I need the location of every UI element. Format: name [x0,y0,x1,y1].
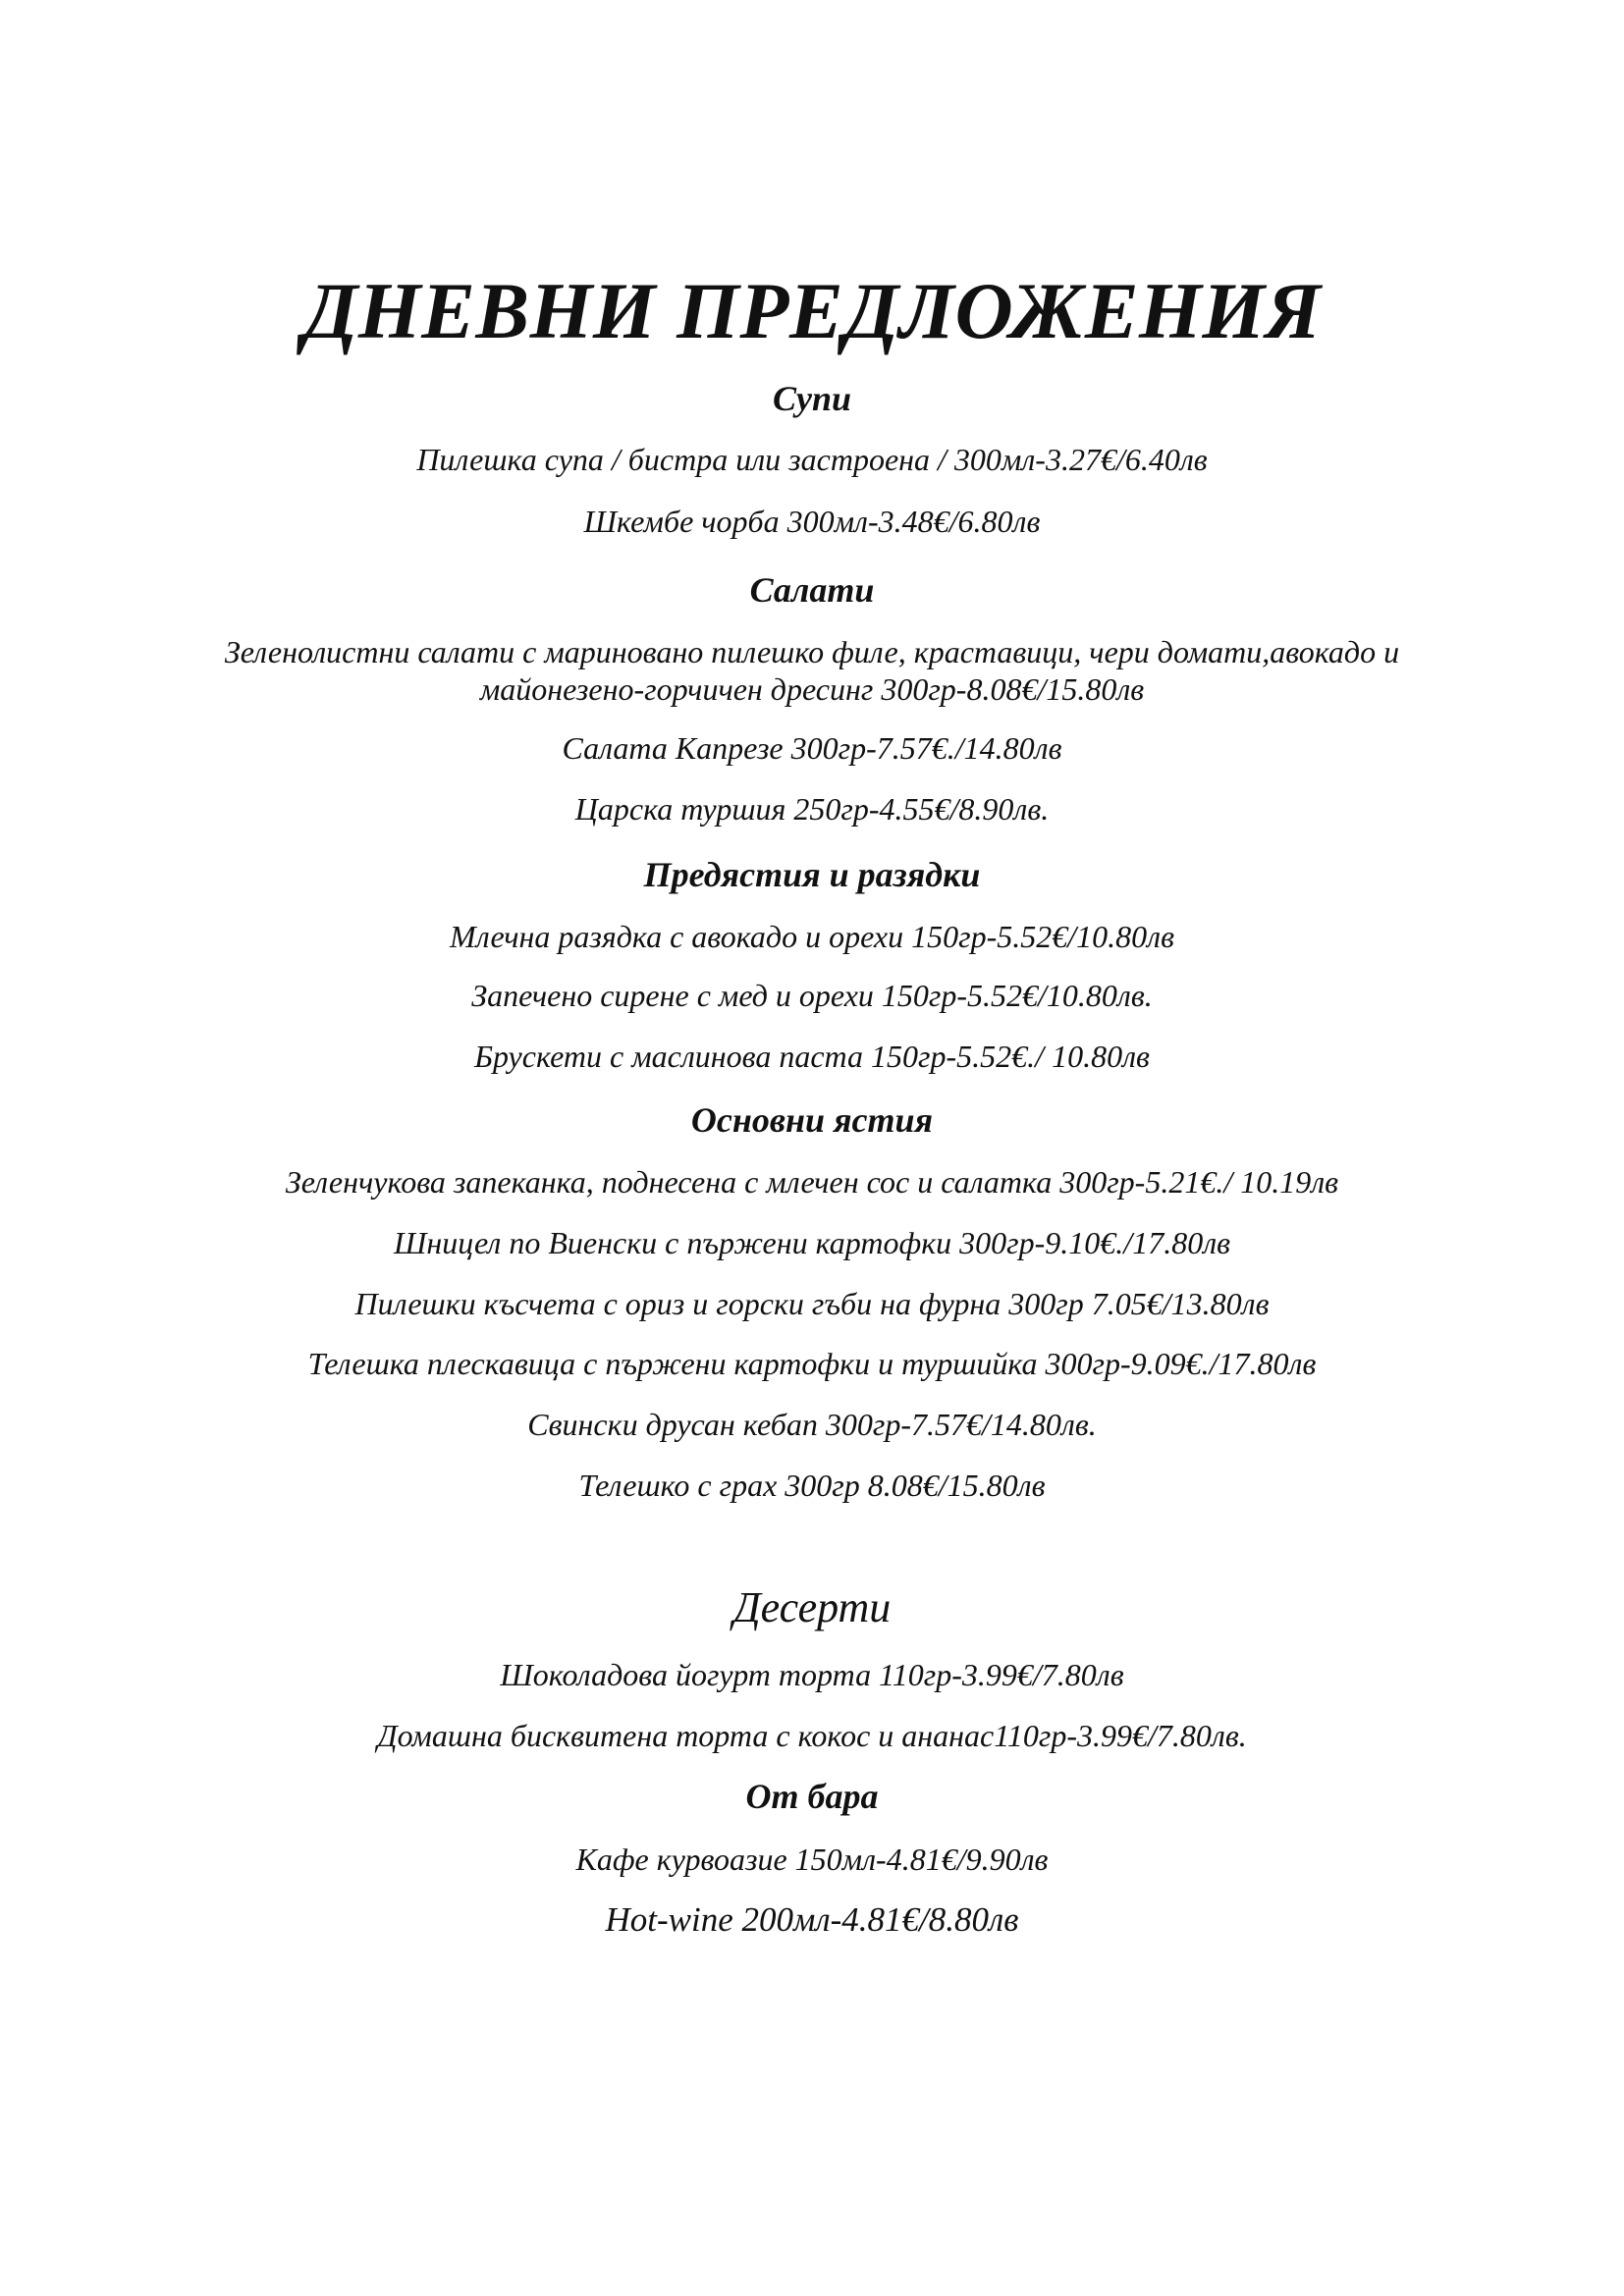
menu-item: Hot-wine 200мл-4.81€/8.80лв [605,1900,1019,1939]
section-heading-salads: Салати [749,570,875,610]
section-heading-desserts: Десерти [732,1583,892,1631]
menu-item: Запечено сирене с мед и орехи 150гр-5.52€/10.80лв. [471,978,1153,1013]
page-title: ДНЕВНИ ПРЕДЛОЖЕНИЯ [302,266,1322,355]
menu-item: Брускети с маслинова паста 150гр-5.52€./ 10.80лв [474,1039,1150,1074]
menu-item: Пилешка супа / бистра или застроена / 300мл-3.27€/6.40лв [416,442,1208,477]
menu-item: майонезено-горчичен дресинг 300гр-8.08€/15.80лв [479,671,1145,707]
menu-item: Зеленолистни салати с мариновано пилешко филе, краставици, чери домати,авокадо и [224,634,1400,669]
menu-item: Кафе курвоазие 150мл-4.81€/9.90лв [575,1842,1049,1877]
menu-item: Телешка плескавица с пържени картофки и туршийка 300гр-9.09€./17.80лв [307,1346,1317,1381]
menu-item: Свински друсан кебап 300гр-7.57€/14.80лв. [527,1407,1097,1442]
section-heading-mains: Основни ястия [690,1100,934,1140]
menu-item: Телешко с грах 300гр 8.08€/15.80лв [578,1468,1046,1503]
menu-item: Шницел по Виенски с пържени картофки 300гр-9.10€./17.80лв [393,1225,1231,1260]
menu-item: Домашна бисквитена торта с кокос и ананас110гр-3.99€/7.80лв. [377,1718,1247,1753]
menu-item: Салата Капрезе 300гр-7.57€./14.80лв [562,730,1062,766]
menu-item: Пилешки късчета с ориз и горски гъби на фурна 300гр 7.05€/13.80лв [354,1286,1270,1321]
menu-item: Царска туршия 250гр-4.55€/8.90лв. [574,791,1050,827]
section-heading-bar: От бара [745,1777,879,1816]
menu-item: Млечна разядка с авокадо и орехи 150гр-5.52€/10.80лв [450,919,1174,954]
section-heading-starters: Предястия и разядки [643,855,981,894]
menu-item: Зеленчукова запеканка, поднесена с млечен сос и салатка 300гр-5.21€./ 10.19лв [285,1164,1339,1200]
section-heading-soups: Супи [772,379,852,418]
menu-item: Шкембе чорба 300мл-3.48€/6.80лв [583,504,1041,539]
menu-item: Шоколадова йогурт торта 110гр-3.99€/7.80лв [500,1657,1124,1692]
